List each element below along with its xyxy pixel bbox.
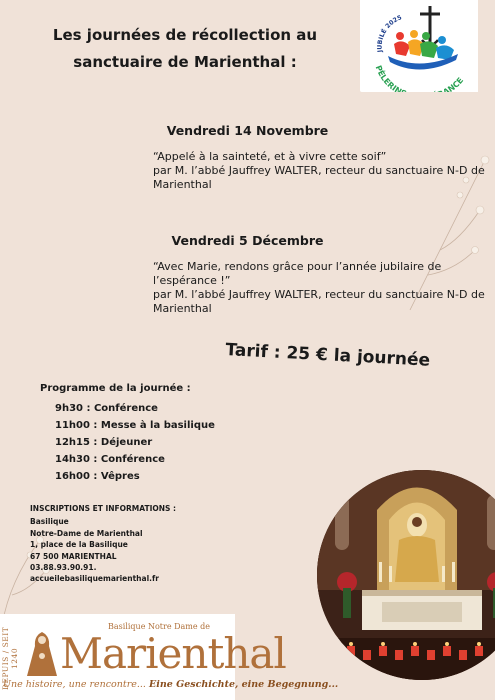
programme-item: 11h00 : Messe à la basilique <box>55 420 215 431</box>
contact-heading: INSCRIPTIONS ET INFORMATIONS : <box>30 504 177 513</box>
programme-list <box>55 400 215 485</box>
title-line-2: sanctuaire de Marienthal : <box>73 53 297 71</box>
basilica-altar-image <box>317 470 495 680</box>
event-1-speaker: par M. l’abbé Jauffrey WALTER, recteur du sanctuaire N-D de Marienthal <box>153 164 485 191</box>
programme-item: 16h00 : Vêpres <box>55 471 140 482</box>
contact-line: Notre-Dame de Marienthal <box>30 528 143 538</box>
event-1-details <box>153 150 495 192</box>
programme-heading: Programme de la journée : <box>40 383 191 394</box>
contact-block <box>30 503 176 585</box>
brand-since: DEPUIS / SEIT 1240 <box>1 626 19 690</box>
brand-tagline <box>3 679 338 690</box>
jubilee-logo <box>360 0 478 92</box>
jubilee-bottom-text: PÈLERIN ANCE <box>373 64 466 92</box>
event-2-quote: “Avec Marie, rendons grâce pour l’année jubilaire de l’espérance !” <box>153 260 442 287</box>
programme-item: 12h15 : Déjeuner <box>55 437 153 448</box>
price-tag: Tarif : 25 € la journée <box>224 340 431 371</box>
event-1-quote: “Appelé à la sainteté, et à vivre cette soif” <box>153 150 387 163</box>
event-1-date: Vendredi 14 Novembre <box>166 123 329 138</box>
jubilee-emblem-icon <box>360 0 478 92</box>
contact-email[interactable]: accueilebasiliquemarienthal.fr <box>30 574 159 584</box>
title-line-1: Les journées de récollection au <box>52 26 318 44</box>
brand-tagline-fr: Une histoire, une rencontre... <box>3 679 146 690</box>
event-2-date: Vendredi 5 Décembre <box>171 233 324 248</box>
brand-name: Marienthal <box>60 629 286 678</box>
programme-item: 9h30 : Conférence <box>55 403 158 414</box>
contact-line: 1, place de la Basilique <box>30 540 128 550</box>
event-2-speaker: par M. l’abbé Jauffrey WALTER, recteur du sanctuaire N-D de Marienthal <box>153 288 485 315</box>
page-title <box>20 22 350 76</box>
event-2-details <box>153 260 495 316</box>
contact-phone: 03.88.93.90.91. <box>30 563 97 573</box>
brand-subtitle: Basilique Notre Dame de <box>108 622 211 631</box>
brand-tagline-de: Eine Geschichte, eine Begegnung... <box>148 679 339 690</box>
jubilee-top-text: JUBILÉ 2025 <box>376 14 403 53</box>
basilica-photo <box>317 470 495 680</box>
contact-line: 67 500 MARIENTHAL <box>30 551 117 561</box>
programme-item: 14h30 : Conférence <box>55 454 165 465</box>
contact-line: Basilique <box>30 517 69 527</box>
